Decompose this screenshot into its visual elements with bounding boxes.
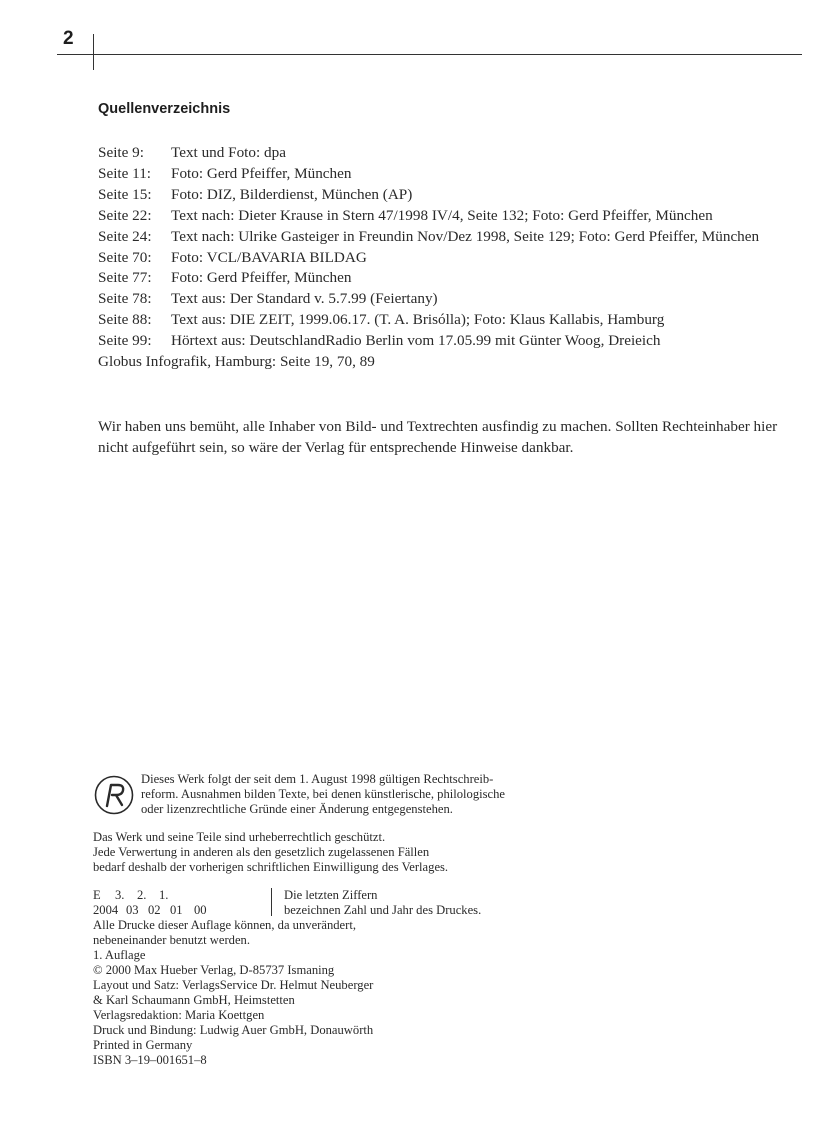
source-text: Hörtext aus: DeutschlandRadio Berlin vom 17.05.99 mit Günter Woog, Dreieich	[171, 332, 661, 350]
source-text: Text nach: Ulrike Gasteiger in Freundin Nov/Dez 1998, Seite 129; Foto: Gerd Pfeiffer, München	[171, 227, 760, 245]
source-page: Seite 70:	[98, 248, 152, 266]
imprint-line: Layout und Satz: VerlagsService Dr. Helmut Neuberger	[93, 978, 374, 992]
code-numbers	[93, 888, 272, 916]
source-entry	[98, 164, 803, 185]
source-text: Foto: DIZ, Bilderdienst, München (AP)	[171, 185, 413, 203]
year-code: 01	[170, 903, 183, 917]
notice-line: Jede Verwertung in anderen als den gesetzlich zugelassenen Fällen	[93, 845, 430, 859]
notice-line: Das Werk und seine Teile sind urheberrechtlich geschützt.	[93, 830, 386, 844]
imprint-line: nebeneinander benutzt werden.	[93, 933, 250, 947]
spelling-reform-icon	[93, 774, 135, 816]
source-text: Text und Foto: dpa	[171, 144, 286, 161]
imprint-line: Alle Drucke dieser Auflage können, da unverändert,	[93, 918, 356, 932]
header-vertical-rule	[93, 34, 94, 70]
edition-code: 2.	[137, 888, 147, 902]
spelling-reform-text	[141, 772, 633, 817]
year-code: 02	[148, 903, 161, 917]
source-page: Seite 88:	[98, 311, 152, 329]
year-code: 03	[126, 903, 139, 917]
imprint-line: Printed in Germany	[93, 1038, 193, 1052]
section-heading: Quellenverzeichnis	[98, 101, 231, 117]
source-text: Foto: Gerd Pfeiffer, München	[171, 269, 352, 287]
imprint-line: Druck und Bindung: Ludwig Auer GmbH, Donauwörth	[93, 1023, 374, 1037]
edition-code: E	[93, 888, 101, 902]
rights-note: Wir haben uns bemüht, alle Inhaber von Bild- und Textrechten ausfindig zu machen. Sollten Rechteinhaber hier nicht aufgeführt sein, so wäre der Verlag für entsprechende Hinweise dankbar.	[98, 418, 778, 456]
source-text: Text nach: Dieter Krause in Stern 47/1998 IV/4, Seite 132; Foto: Gerd Pfeiffer, München	[171, 206, 713, 224]
source-entry	[98, 268, 803, 289]
imprint	[93, 772, 633, 1068]
source-entry	[98, 206, 803, 227]
source-page: Seite 11:	[98, 164, 152, 182]
source-entry	[98, 185, 803, 206]
year-code: 2004	[93, 903, 119, 917]
source-page: Seite 9:	[98, 144, 144, 161]
notice-line: bedarf deshalb der vorherigen schriftlichen Einwilligung des Verlages.	[93, 860, 449, 874]
notice-line: oder lizenzrechtliche Gründe einer Änderung entgegenstehen.	[141, 802, 453, 816]
source-page: Seite 99:	[98, 332, 152, 350]
source-text: Foto: Gerd Pfeiffer, München	[171, 164, 352, 182]
spelling-reform-notice	[93, 772, 633, 817]
source-entry	[98, 310, 803, 331]
notice-line: Die letzten Ziffern	[284, 888, 378, 902]
code-explanation	[272, 888, 481, 918]
print-run-codes	[93, 888, 633, 918]
source-page: Seite 78:	[98, 290, 152, 308]
edition-code: 3.	[115, 888, 125, 902]
source-entry	[98, 289, 803, 310]
notice-line: Dieses Werk folgt der seit dem 1. August 1998 gültigen Rechtschreib-	[141, 772, 494, 786]
source-text: Text aus: Der Standard v. 5.7.99 (Feiertany)	[171, 290, 438, 308]
source-entry	[98, 248, 803, 269]
imprint-line: Verlagsredaktion: Maria Koettgen	[93, 1008, 265, 1022]
source-text: Text aus: DIE ZEIT, 1999.06.17. (T. A. Brisólla); Foto: Klaus Kallabis, Hamburg	[171, 311, 665, 329]
isbn: ISBN 3–19–001651–8	[93, 1053, 207, 1067]
source-page: Seite 77:	[98, 269, 152, 287]
source-text: Foto: VCL/BAVARIA BILDAG	[171, 248, 367, 266]
imprint-line: & Karl Schaumann GmbH, Heimstetten	[93, 993, 295, 1007]
source-page: Seite 22:	[98, 206, 152, 224]
year-code: 00	[194, 903, 207, 917]
source-entry	[98, 143, 803, 164]
notice-line: bezeichnen Zahl und Jahr des Druckes.	[284, 903, 482, 917]
globus-credit: Globus Infografik, Hamburg: Seite 19, 70, 89	[98, 353, 375, 371]
imprint-line: © 2000 Max Hueber Verlag, D-85737 Ismaning	[93, 963, 335, 977]
source-list	[98, 143, 803, 373]
imprint-details	[93, 918, 633, 1068]
page-number: 2	[63, 28, 74, 49]
source-page: Seite 15:	[98, 185, 152, 203]
copyright-notice	[93, 830, 633, 875]
header-rule	[57, 54, 802, 55]
source-entry	[98, 331, 803, 352]
source-entry	[98, 227, 803, 248]
edition-code: 1.	[159, 888, 169, 902]
imprint-line: 1. Auflage	[93, 948, 146, 962]
notice-line: reform. Ausnahmen bilden Texte, bei denen künstlerische, philologische	[141, 787, 506, 801]
source-page: Seite 24:	[98, 227, 152, 245]
